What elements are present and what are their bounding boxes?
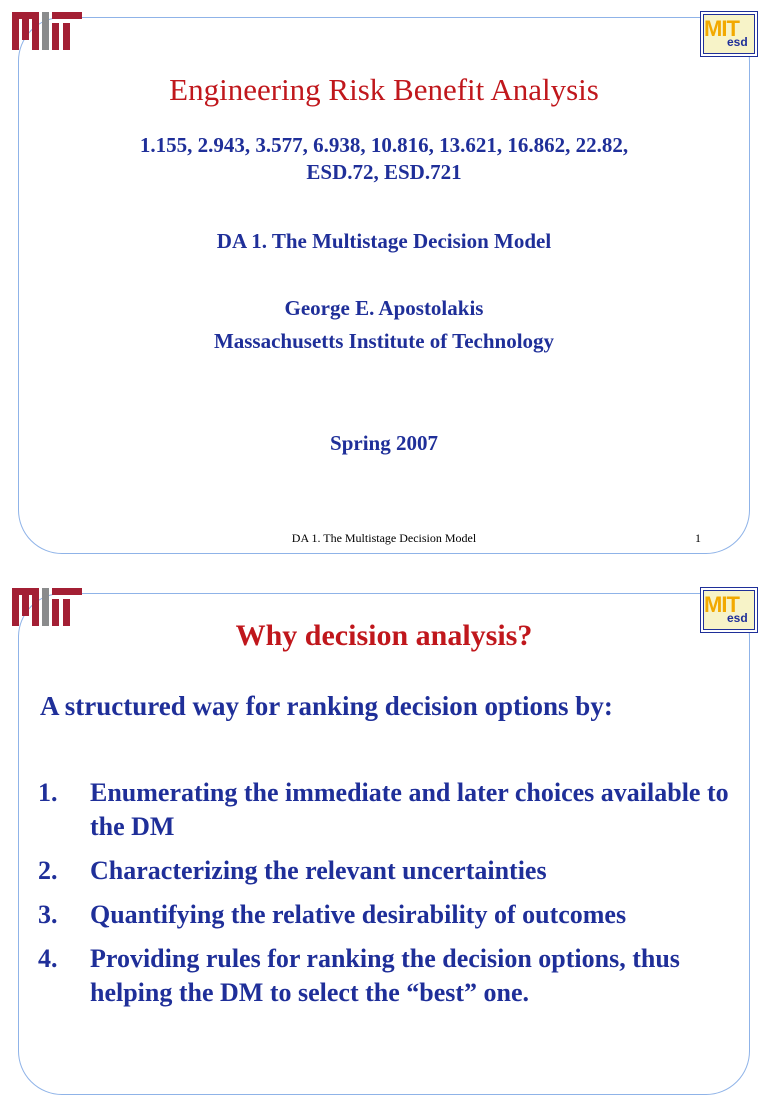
slide-2 (0, 576, 768, 1024)
slide-footer: DA 1. The Multistage Decision Model (291, 531, 477, 545)
slide-title: Engineering Risk Benefit Analysis (169, 72, 599, 107)
list-item-text: Enumerating the immediate and later choices available to the DM (90, 778, 729, 841)
term-label: Spring 2007 (330, 431, 438, 455)
list-item-text: Providing rules for ranking the decision options, thus helping the DM to select the “best” one. (90, 944, 680, 1007)
list-item (38, 942, 738, 1010)
slide-title: Why decision analysis? (235, 619, 533, 652)
page-number: 1 (695, 531, 701, 545)
institution-name: Massachusetts Institute of Technology (213, 329, 555, 353)
list-item (38, 854, 738, 888)
reasons-list (38, 776, 738, 1020)
esd-logo-esd-text: esd (727, 611, 748, 625)
lecture-subtitle: DA 1. The Multistage Decision Model (216, 229, 552, 253)
list-item (38, 776, 738, 844)
esd-logo-esd-text: esd (727, 35, 748, 49)
course-numbers-line-2: ESD.72, ESD.721 (306, 160, 462, 184)
list-item-text: Characterizing the relevant uncertainties (90, 856, 547, 885)
list-item-text: Quantifying the relative desirability of outcomes (90, 900, 627, 929)
course-numbers-line-1: 1.155, 2.943, 3.577, 6.938, 10.816, 13.621, 16.862, 22.82, (139, 133, 629, 157)
esd-logo-mit-text: MIT (704, 592, 739, 617)
list-item-number: 3. (38, 900, 58, 929)
mit-esd-logo (700, 11, 758, 57)
intro-text: A structured way for ranking decision options by: (40, 691, 613, 721)
mit-logo (12, 10, 92, 52)
list-item (38, 898, 738, 932)
author-name: George E. Apostolakis (284, 296, 484, 320)
list-item-number: 2. (38, 856, 58, 885)
esd-logo-mit-text: MIT (704, 16, 739, 41)
course-numbers (0, 132, 768, 186)
list-item-number: 1. (38, 778, 58, 807)
list-item-number: 4. (38, 944, 58, 973)
